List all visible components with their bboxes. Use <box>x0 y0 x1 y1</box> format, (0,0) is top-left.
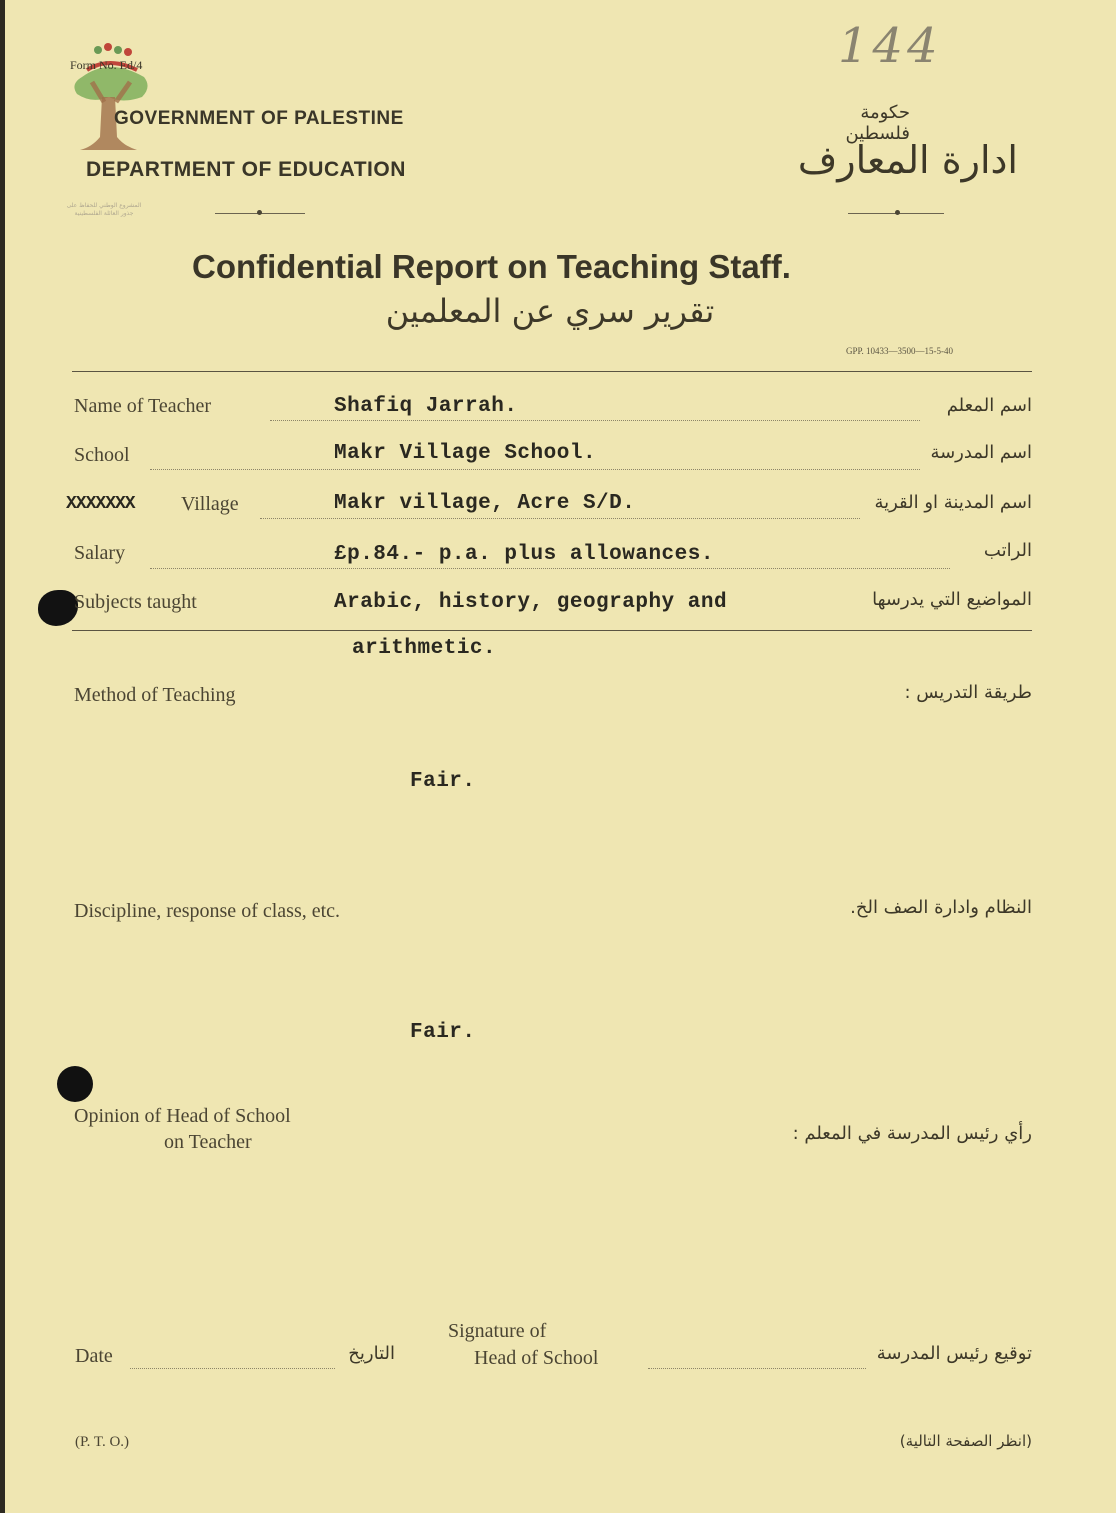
form-number: Form No. Ed/4 <box>70 58 143 72</box>
pto-label: (P. T. O.) <box>75 1434 130 1450</box>
pto-label-ar: (انظر الصفحة التالية) <box>899 1432 1032 1450</box>
field-value-subjects: Arabic, history, geography and <box>334 591 728 614</box>
department-title-ar: ادارة المعارف <box>797 138 1018 182</box>
field-label-salary-ar: الراتب <box>983 540 1032 561</box>
opinion-label-line2: on Teacher <box>164 1131 252 1153</box>
punch-hole-ink <box>38 590 78 626</box>
scan-edge <box>0 0 5 1513</box>
signature-label-line2: Head of School <box>474 1347 599 1369</box>
print-code: GPP. 10433—3500—15-5-40 <box>846 346 954 356</box>
government-title-en: GOVERNMENT OF PALESTINE <box>114 108 404 129</box>
method-label-ar: طريقة التدريس : <box>904 682 1032 703</box>
subjects-continued: arithmetic. <box>352 637 497 660</box>
method-label: Method of Teaching <box>74 684 236 706</box>
discipline-value: Fair. <box>410 1021 476 1044</box>
report-title-ar: تقرير سري عن المعلمين <box>385 292 715 330</box>
signature-label-ar: توقيع رئيس المدرسة <box>876 1343 1032 1364</box>
field-label-name: Name of Teacher <box>74 395 212 417</box>
field-value-salary: £p.84.- p.a. plus allowances. <box>334 543 714 566</box>
opinion-label-ar: رأي رئيس المدرسة في المعلم : <box>792 1123 1032 1144</box>
punch-hole <box>57 1066 93 1102</box>
field-label-school-ar: اسم المدرسة <box>930 442 1032 463</box>
struck-out-label: XXXXXXX <box>66 494 135 514</box>
fields-bottom-rule <box>72 630 1032 631</box>
field-label-subjects: Subjects taught <box>74 591 197 613</box>
field-label-name-ar: اسم المعلم <box>946 395 1032 416</box>
field-value-name: Shafiq Jarrah. <box>334 395 518 418</box>
top-rule <box>72 371 1032 372</box>
field-dotline <box>270 420 920 421</box>
opinion-label-line1: Opinion of Head of School <box>74 1105 291 1127</box>
discipline-label: Discipline, response of class, etc. <box>74 900 341 922</box>
date-label: Date <box>75 1345 113 1367</box>
field-label-village: Village <box>181 493 239 515</box>
signature-label-line1: Signature of <box>448 1320 547 1342</box>
signature-dotline <box>648 1368 866 1369</box>
field-label-village-ar: اسم المدينة او القرية <box>874 492 1032 513</box>
field-value-village: Makr village, Acre S/D. <box>334 492 636 515</box>
divider-dot-right <box>895 210 900 215</box>
handwritten-page-number: 144 <box>838 18 942 74</box>
department-title-en: DEPARTMENT OF EDUCATION <box>86 158 406 181</box>
field-value-school: Makr Village School. <box>334 442 597 465</box>
field-dotline <box>150 568 950 569</box>
field-label-school: School <box>74 444 130 466</box>
government-title-ar: حكومة فلسطين <box>845 102 910 144</box>
date-label-ar: التاريخ <box>348 1343 395 1364</box>
divider-dot-left <box>257 210 262 215</box>
field-dotline <box>150 469 920 470</box>
logo-caption-1: المشروع الوطني للحفاظ على <box>66 202 142 209</box>
discipline-label-ar: النظام وادارة الصف الخ. <box>850 897 1032 918</box>
logo-caption-2: جذور العائلة الفلسطينية <box>74 210 134 217</box>
field-label-salary: Salary <box>74 542 126 564</box>
field-label-subjects-ar: المواضيع التي يدرسها <box>872 589 1032 610</box>
field-dotline <box>260 518 860 519</box>
date-dotline <box>130 1368 335 1369</box>
report-title-en: Confidential Report on Teaching Staff. <box>192 248 791 285</box>
method-value: Fair. <box>410 770 476 793</box>
